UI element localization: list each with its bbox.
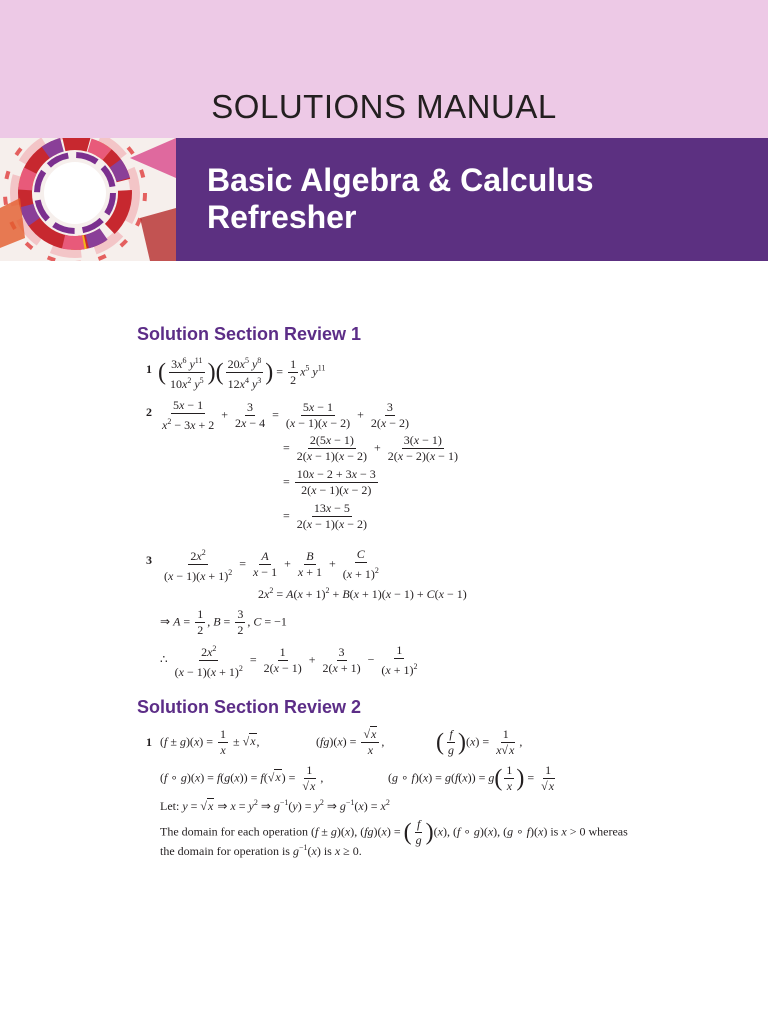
s2-line1c: ( $\frac{f}{g}$ )(x) = $\frac{1}{x√x}$ , (436, 727, 523, 757)
s2-line2b: (g ∘ f)(x) = g(f(x)) = g( $\frac{1}{x}$ ) = $\frac{1}{√x}$ (388, 763, 555, 793)
s1-p3-line1: $\frac{2x^2}{(x - 1)(x + 1)^2}$ = $\frac{A}{x - 1}$ + $\frac{B}{x + 1}$ + $\frac{C}{(x + 1)^2}$ (164, 547, 379, 583)
section-heading-2: Solution Section Review 2 (137, 697, 362, 717)
s2-line5: the domain for operation is $g^{-1}(x)$ is x ≥ 0. (160, 843, 362, 858)
problem-number-1: 1 (146, 362, 152, 376)
s2-domain-text-3: whereas (585, 824, 628, 839)
s2-line1b: (fg)(x) = $\frac{√x}{x}$ , (316, 727, 385, 757)
s1-p2-line2: = $\frac{2(5x - 1)}{2(x - 1)(x - 2)}$ + $\frac{3(x - 1)}{2(x - 2)(x - 1)}$ (283, 433, 458, 463)
book-title (207, 162, 594, 236)
s1-p3-line2: $2x^2 = A(x + 1)^2 + B(x + 1)(x - 1) + C(x - 1)$ (258, 586, 467, 601)
s1-p1-equation: ( $\frac{3x^6 y^{11}}{10x^2 y^5}$ )( $\frac{20x^5 y^8}{12x^4 y^3}$ ) = $\frac{1}{2}$ $x^5$ $y^{11}$ (158, 353, 325, 392)
s2-line3: Let: y = √x ⇒ $x = y^2$ ⇒ $g^{-1}(y) = y^2$ ⇒ $g^{-1}(x) = x^2$ (160, 798, 390, 813)
book-title-line1: Basic Algebra & Calculus (207, 162, 594, 198)
problem-number-3: 3 (146, 553, 152, 567)
s1-p2-line4: = $\frac{13x - 5}{2(x - 1)(x - 2)}$ (283, 501, 367, 531)
s1-p3-line4: ∴ $\frac{2x^2}{(x - 1)(x + 1)^2}$ = $\frac{1}{2(x - 1)}$ + $\frac{3}{2(x + 1)}$ − $\frac{1}{(x + 1)^2}$ (160, 643, 418, 679)
s1-p2-line3: = $\frac{10x - 2 + 3x - 3}{2(x - 1)(x - 2)}$ (283, 467, 376, 497)
problem-number-2: 2 (146, 405, 152, 419)
title-band (176, 138, 768, 261)
s2-domain-text-1: The domain for each operation (160, 824, 311, 839)
s1-p3-line3: ⇒ A = $\frac{1}{2}$ , B = $\frac{3}{2}$ , C = −1 (160, 607, 287, 637)
problem-number-1b: 1 (146, 735, 152, 749)
s2-domain-text-4: the domain for operation is (160, 844, 293, 858)
s2-line4: The domain for each operation (f ± g)(x), (fg)(x) = ( $\frac{f}{g}$ )(x), (f ∘ g)(x), (g ∘ f)(x) is x > 0 whereas (160, 817, 628, 847)
s2-domain-text-2: is (547, 824, 562, 839)
s2-let-label: Let: (160, 799, 183, 813)
circle-art-icon (0, 138, 176, 261)
book-title-line2: Refresher (207, 199, 357, 235)
manual-title: SOLUTIONS MANUAL (211, 88, 557, 125)
s2-line2: (f ∘ g)(x) = f(g(x)) = f(√x) = $\frac{1}{√x}$ , (160, 763, 324, 793)
decorative-circle-graphic (0, 138, 176, 261)
s1-p2-line1: $\frac{5x - 1}{x^2 - 3x + 2}$ + $\frac{3}{2x - 4}$ = $\frac{5x - 1}{(x - 1)(x - 2)}$ + $\frac{3}{2(x - 2)}$ (162, 398, 409, 432)
section-heading-1: Solution Section Review 1 (137, 324, 362, 344)
s2-line1: (f ± g)(x) = $\frac{1}{x}$ ± √x, (160, 727, 260, 757)
s2-domain-text-5: is (320, 844, 335, 858)
